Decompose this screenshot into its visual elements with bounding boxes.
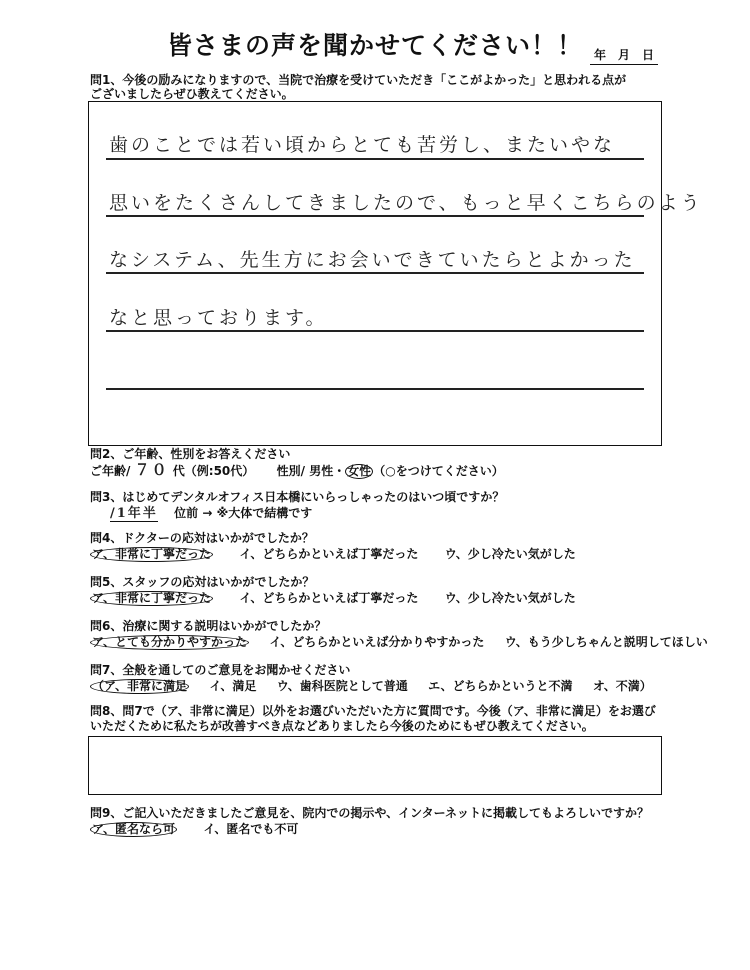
age-label: ご年齢/	[90, 464, 131, 478]
q1-answer-line: 歯のことでは若い頃からとても苦労し、またいやな	[109, 134, 616, 156]
age-value[interactable]: ７０	[134, 461, 169, 479]
answer-rule	[106, 158, 644, 160]
page-title: 皆さまの声を聞かせてください！！	[166, 31, 583, 60]
q4-option-a-circled[interactable]: ア、非常に丁寧だった	[92, 547, 212, 561]
q9-options	[90, 822, 298, 837]
q9-option-a-circled[interactable]: ア、匿名なら可	[92, 822, 176, 836]
answer-rule	[106, 272, 644, 274]
answer-rule	[106, 388, 644, 390]
q3-answer-row	[110, 506, 312, 522]
q7-option-c[interactable]: ウ、歯科医院として普通	[276, 679, 408, 693]
q8-label-line1: 問8、問7で（ア、非常に満足）以外をお選びいただいた方に質問です。今後（ア、非常に満足）をお選び	[90, 704, 656, 718]
q4-label: 問4、ドクターの応対はいかがでしたか？	[90, 531, 314, 545]
q9-option-b[interactable]: イ、匿名でも不可	[203, 822, 299, 836]
q1-answer-box[interactable]	[88, 101, 703, 446]
q1-label-line1: 問1、今後の励みになりますので、当院で治療を受けていただき「ここがよかった」と思われる点が	[90, 73, 627, 87]
q1-answer-line: 思いをたくさんしてきましたので、もっと早くこちらのよう	[109, 192, 703, 214]
q5-label: 問5、スタッフの応対はいかがでしたか？	[90, 575, 315, 589]
q3-answer-suffix: 位前 → ※大体で結構です	[174, 506, 313, 520]
gender-label: 性別/	[276, 464, 306, 478]
q3-label: 問3、はじめてデンタルオフィス日本橋にいらっしゃったのはいつ頃ですか？	[90, 490, 505, 504]
q4-options	[90, 547, 576, 562]
q3-answer-value[interactable]: /1年半	[110, 506, 158, 521]
q8-answer-box[interactable]	[88, 736, 662, 795]
q7-label: 問7、全般を通してのご意見をお聞かせください	[90, 663, 351, 677]
q2-label: 問2、ご年齢、性別をお答えください	[90, 447, 291, 461]
q6-options	[90, 635, 708, 650]
q2-answer-row	[90, 463, 504, 479]
answer-rule	[106, 215, 644, 217]
q7-options	[90, 679, 652, 694]
q4-option-b[interactable]: イ、どちらかといえば丁寧だった	[239, 547, 419, 561]
answer-rule	[106, 330, 644, 332]
q7-option-b[interactable]: イ、満足	[209, 679, 257, 693]
q7-option-d[interactable]: エ、どちらかというと不満	[428, 679, 573, 693]
q5-option-c[interactable]: ウ、少し冷たい気がした	[444, 591, 576, 605]
q4-option-c[interactable]: ウ、少し冷たい気がした	[444, 547, 576, 561]
q1-label-line2: ございましたらぜひ教えてください。	[90, 87, 294, 101]
q6-option-b[interactable]: イ、どちらかといえば分かりやすかった	[269, 635, 485, 649]
q1-answer-line: なと思っております。	[109, 307, 328, 329]
age-suffix: 代（例:50代）	[172, 464, 255, 478]
q7-option-a-circled[interactable]: （ア、非常に満足	[92, 679, 188, 693]
q6-option-a-circled[interactable]: ア、とても分かりやすかった	[92, 635, 248, 649]
q9-label: 問9、ご記入いただきましたご意見を、院内での掲示や、インターネットに掲載してもよろしいですか？	[90, 806, 650, 820]
date-field[interactable]: 年 月 日	[590, 46, 658, 65]
q5-options	[90, 591, 576, 606]
q5-option-a-circled[interactable]: ア、非常に丁寧だった	[92, 591, 212, 605]
q8-label-line2: いただくために私たちが改善すべき点などありましたら今後のためにもぜひ教えてください。	[90, 719, 594, 733]
q6-label: 問6、治療に関する説明はいかがでしたか？	[90, 619, 327, 633]
gender-note: （○をつけてください）	[373, 464, 504, 478]
q7-option-e[interactable]: オ、不満）	[592, 679, 652, 693]
q6-option-c[interactable]: ウ、もう少しちゃんと説明してほしい	[504, 635, 708, 649]
gender-male-option[interactable]: 男性・	[309, 464, 346, 478]
q5-option-b[interactable]: イ、どちらかといえば丁寧だった	[239, 591, 419, 605]
q1-answer-line: なシステム、先生方にお会いできていたらとよかった	[109, 249, 636, 271]
gender-female-option-circled[interactable]: 女性	[347, 464, 372, 478]
